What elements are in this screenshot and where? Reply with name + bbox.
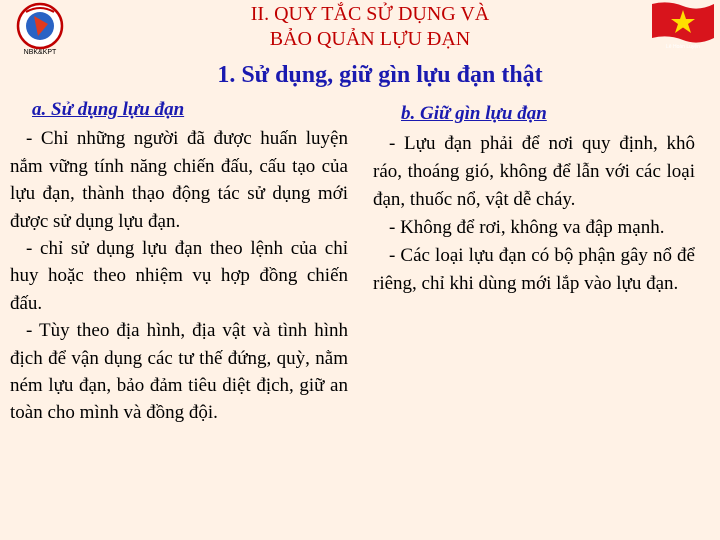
right-paragraph-2: - Không để rơi, không va đập mạnh. (389, 217, 665, 238)
right-heading: b. Giữ gìn lựu đạn (401, 103, 547, 124)
left-paragraph-1: - Chỉ những người đã được huấn luyện nắm vững tính năng chiến đấu, cấu tạo của lựu đạn, thành thạo động tác sử dụng mới được sử dụng lựu đạn. (10, 128, 348, 232)
slide-title-line1: II. QUY TẮC SỬ DỤNG VÀ (250, 3, 490, 25)
section-subtitle: 1. Sử dụng, giữ gìn lựu đạn thật (217, 62, 543, 88)
left-paragraph-2: - chỉ sử dụng lựu đạn theo lệnh của chỉ huy hoặc theo nhiệm vụ hợp đồng chiến đấu. (10, 238, 348, 314)
right-paragraph-3: - Các loại lựu đạn có bộ phận gây nổ để riêng, chỉ khi dùng mới lắp vào lựu đạn. (373, 245, 695, 294)
right-column (373, 100, 695, 298)
emblem-text: NBK&KPT (23, 49, 57, 56)
left-heading: a. Sử dụng lựu đạn (32, 99, 185, 120)
school-emblem-icon (4, 2, 76, 58)
flag-text: Lê Hoàn Luyện (666, 44, 700, 50)
left-paragraph-3: - Tùy theo địa hình, địa vật và tình hình địch để vận dụng các tư thế đứng, quỳ, nằm ném lựu đạn, bảo đảm tiêu diệt địch, giữ an toàn cho mình và đồng đội. (10, 320, 348, 424)
left-column (10, 96, 348, 427)
slide-title-line2: BẢO QUẢN LỰU ĐẠN (269, 28, 471, 50)
right-paragraph-1: - Lựu đạn phải để nơi quy định, khô ráo, thoáng gió, không để lẫn với các loại đạn, thuốc nổ, vật dễ cháy. (373, 133, 695, 210)
vietnam-flag-icon (650, 0, 716, 52)
